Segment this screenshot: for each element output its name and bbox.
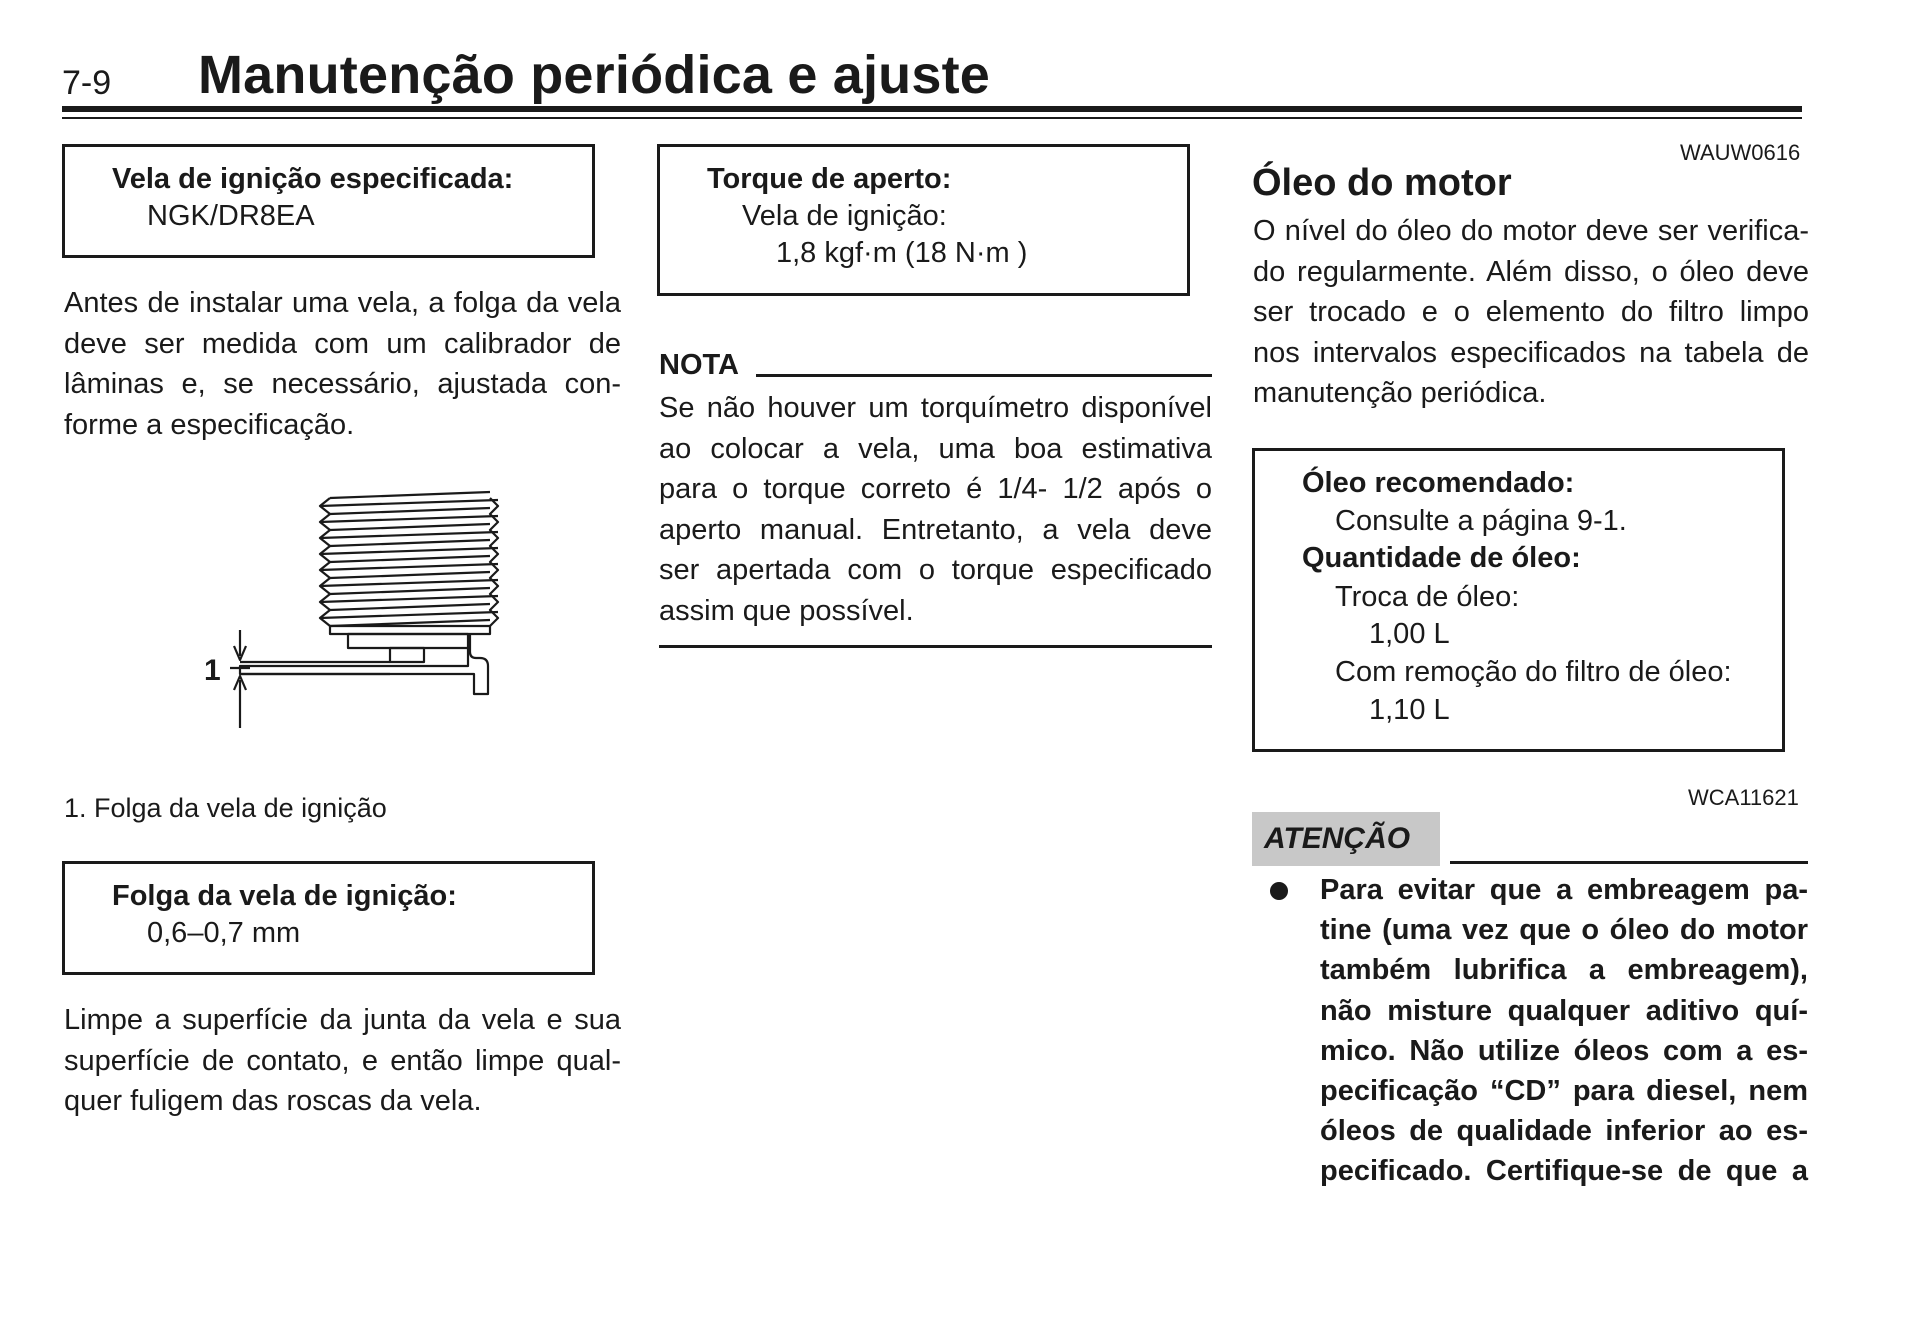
text-line: Para evitar que a embreagem pa- — [1320, 874, 1808, 906]
oil-filter-value: 1,10 L — [1369, 694, 1450, 726]
oil-intro-paragraph — [1253, 211, 1809, 414]
atencao-rule — [1450, 861, 1808, 864]
text-line: para o torque correto é 1/4- 1/2 após o — [659, 473, 1212, 505]
oil-change-value: 1,00 L — [1369, 618, 1450, 650]
insulator-tip — [348, 634, 468, 648]
page-title: Manutenção periódica e ajuste — [198, 45, 991, 105]
nota-rule-top — [756, 374, 1212, 377]
oil-change-label: Troca de óleo: — [1335, 581, 1520, 613]
bullet-icon — [1270, 882, 1288, 900]
text-line: pecificado. Certifique-se de que a — [1320, 1155, 1808, 1188]
ground-electrode — [240, 634, 488, 694]
gap-box-label: Folga da vela de ignição: — [112, 880, 457, 912]
figure-caption: 1. Folga da vela de ignição — [64, 793, 387, 823]
nota-paragraph — [659, 388, 1212, 631]
text-line: óleos de qualidade inferior ao es- — [1320, 1115, 1808, 1148]
thread-base — [330, 626, 490, 634]
atencao-label: ATENÇÃO — [1264, 822, 1411, 855]
torque-box-value: 1,8 kgf·m (18 N·m ) — [776, 237, 1028, 269]
center-electrode — [390, 648, 424, 662]
section-code: WAUW0616 — [1680, 140, 1801, 165]
warning-paragraph — [1320, 870, 1808, 1192]
text-line: Antes de instalar uma vela, a folga da vela — [64, 287, 621, 319]
spark-plug-intro-paragraph — [64, 283, 621, 445]
text-line: pecificação “CD” para diesel, nem — [1320, 1074, 1808, 1107]
text-line: aperto manual. Entretanto, a vela deve — [659, 513, 1212, 546]
text-line: do regularmente. Além disso, o óleo deve — [1253, 255, 1809, 288]
text-line: quer fuligem das roscas da vela. — [64, 1085, 482, 1117]
text-line: forme a especificação. — [64, 408, 355, 441]
spark-plug-spec-box — [62, 144, 595, 258]
text-line: O nível do óleo do motor deve ser verifica- — [1253, 215, 1809, 247]
spec-box-value: NGK/DR8EA — [147, 200, 315, 232]
text-line: Limpe a superfície da junta da vela e sua — [64, 1004, 621, 1036]
spark-plug-gap-figure — [190, 480, 510, 735]
text-line: ser trocado e o elemento do filtro limpo — [1253, 296, 1809, 328]
page-number: 7-9 — [62, 64, 112, 102]
oil-spec-box — [1252, 448, 1785, 752]
spark-plug-gap-box — [62, 861, 595, 975]
text-line: superfície de contato, e então limpe qual- — [64, 1044, 621, 1077]
torque-box-item: Vela de ignição: — [742, 200, 947, 232]
header-rule-thick — [62, 106, 1802, 112]
oil-recommended-label: Óleo recomendado: — [1302, 467, 1575, 499]
thread-left-edge — [320, 498, 330, 626]
torque-spec-box — [657, 144, 1190, 296]
warning-code: WCA11621 — [1688, 785, 1799, 810]
oil-quantity-label: Quantidade de óleo: — [1302, 542, 1581, 574]
text-line: mico. Não utilize óleos com a es- — [1320, 1034, 1808, 1067]
text-line: tine (uma vez que o óleo do motor — [1320, 914, 1808, 947]
text-line: não misture qualquer aditivo quí- — [1320, 994, 1808, 1027]
text-line: nos intervalos especificados na tabela de — [1253, 336, 1809, 369]
section-heading: Óleo do motor — [1252, 162, 1512, 204]
gap-box-value: 0,6–0,7 mm — [147, 917, 301, 949]
text-line: Se não houver um torquímetro disponível — [659, 392, 1212, 424]
nota-label: NOTA — [659, 349, 740, 381]
nota-rule-bottom — [659, 645, 1212, 648]
text-line: ao colocar a vela, uma boa estimativa — [659, 432, 1212, 465]
oil-filter-label: Com remoção do filtro de óleo: — [1335, 656, 1732, 688]
text-line: deve ser medida com um calibrador de — [64, 327, 621, 360]
torque-box-label: Torque de aperto: — [707, 163, 952, 195]
text-line: também lubrifica a embreagem), — [1320, 954, 1808, 987]
text-line: manutenção periódica. — [1253, 377, 1547, 409]
header-rule-thin — [62, 117, 1802, 119]
spec-box-label: Vela de ignição especificada: — [112, 163, 514, 195]
text-line: lâminas e, se necessário, ajustada con- — [64, 368, 621, 400]
figure-callout-1: 1 — [204, 654, 221, 687]
text-line: assim que possível. — [659, 594, 914, 627]
clean-instructions-paragraph — [64, 1000, 621, 1122]
text-line: ser apertada com o torque especificado — [659, 554, 1212, 586]
oil-recommended-value: Consulte a página 9-1. — [1335, 505, 1627, 537]
